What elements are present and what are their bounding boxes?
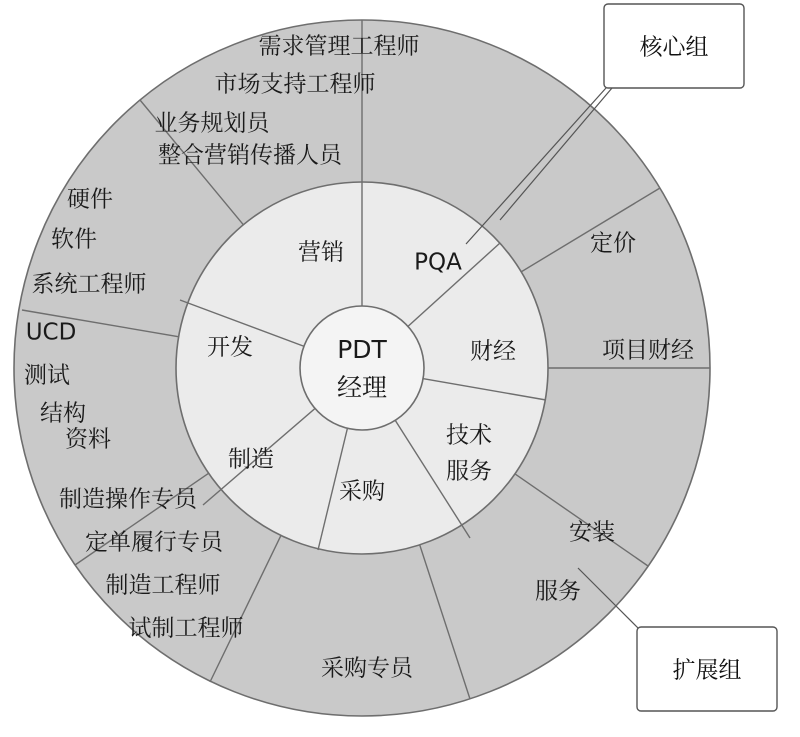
callout-extended-team-label: 扩展组 xyxy=(672,657,742,684)
mid-label-manufacturing: 制造 xyxy=(228,446,274,473)
mid-label-marketing: 营销 xyxy=(298,239,344,266)
outer-label-procurement-specialist: 采购专员 xyxy=(321,655,413,682)
outer-label-project-finance: 项目财经 xyxy=(602,337,694,364)
outer-label-market-support: 市场支持工程师 xyxy=(214,71,376,98)
core-title: PDT xyxy=(337,335,387,364)
outer-label-system-engineer: 系统工程师 xyxy=(31,271,147,298)
mid-label-development: 开发 xyxy=(207,334,253,361)
mid-label-finance: 财经 xyxy=(470,338,516,365)
outer-label-imc-staff: 整合营销传播人员 xyxy=(158,142,342,169)
callout-core-team-label: 核心组 xyxy=(639,34,709,61)
outer-label-ucd: UCD xyxy=(25,319,77,346)
outer-label-hardware: 硬件 xyxy=(67,186,113,213)
outer-label-test: 测试 xyxy=(24,362,70,389)
outer-label-software: 软件 xyxy=(51,226,97,253)
outer-label-mfg-engineer: 制造工程师 xyxy=(105,572,221,599)
outer-label-mfg-operation: 制造操作专员 xyxy=(59,486,197,513)
mid-label-pqa: PQA xyxy=(414,249,462,276)
mid-label-procurement: 采购 xyxy=(339,478,385,505)
core-disc xyxy=(300,306,424,430)
mid-label-tech-service-line1: 技术 xyxy=(446,422,492,449)
outer-label-trial-engineer: 试制工程师 xyxy=(128,615,244,642)
outer-label-structure: 结构 xyxy=(40,400,86,427)
outer-label-installation: 安装 xyxy=(569,519,615,546)
outer-label-order-fulfillment: 定单履行专员 xyxy=(85,529,223,556)
outer-label-documentation: 资料 xyxy=(65,426,111,453)
outer-label-business-planner: 业务规划员 xyxy=(154,110,270,137)
mid-label-tech-service-line2: 服务 xyxy=(446,458,492,485)
outer-label-service: 服务 xyxy=(535,578,581,605)
core-subtitle: 经理 xyxy=(336,373,388,402)
outer-label-requirement-manager: 需求管理工程师 xyxy=(258,33,420,60)
outer-label-pricing: 定价 xyxy=(590,230,636,257)
